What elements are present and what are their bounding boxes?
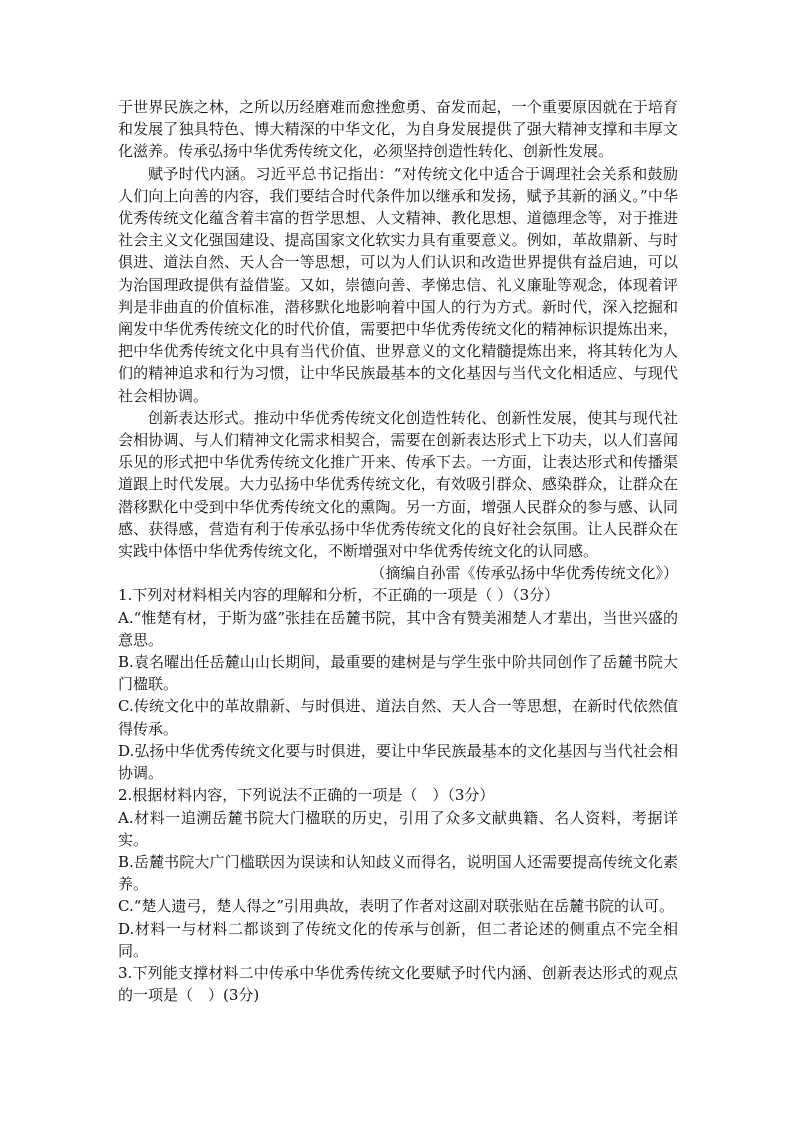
passage-source: （摘编自孙雷《传承弘扬中华优秀传统文化》） bbox=[370, 564, 678, 583]
question-2 bbox=[118, 784, 678, 962]
question-2-option-c: C.“楚人遗弓，楚人得之”引用典故，表明了作者对这副对联张贴在岳麓书院的认可。 bbox=[118, 897, 675, 916]
document-page bbox=[118, 96, 678, 1006]
question-2-option-b: B.岳麓书院大广门槛联因为误读和认知歧义而得名，说明国人还需要提高传统文化素养。 bbox=[118, 852, 678, 894]
question-3 bbox=[118, 962, 678, 1006]
passage-paragraph-3: 创新表达形式。推动中华优秀传统文化创造性转化、创新性发展，使其与现代社会相协调、与人们精神文化需求相契合，需要在创新表达形式上下功夫，以人们喜闻乐见的形式把中华优秀传统文化推广开来、传承下去。一方面，让表达形式和传播渠道跟上时代发展。大力弘扬中华优秀传统文化，有效吸引群众、感染群众，让群众在潜移默化中受到中华优秀传统文化的熏陶。另一方面，增强人民群众的参与感、认同感、获得感，营造有利于传承弘扬中华优秀传统文化的良好社会氛围。让人民群众在实践中体悟中华优秀传统文化，不断增强对中华优秀传统文化的认同感。 bbox=[118, 408, 678, 561]
question-2-option-d: D.材料一与材料二都谈到了传统文化的传承与创新，但二者论述的侧重点不完全相同。 bbox=[118, 919, 678, 960]
question-2-option-a: A.材料一追溯岳麓书院大门楹联的历史，引用了众多文献典籍、名人资料，考据详实。 bbox=[118, 808, 678, 849]
question-1 bbox=[118, 584, 678, 784]
question-1-option-b: B.袁名曜出任岳麓山山长期间，最重要的建树是与学生张中阶共同创作了岳麓书院大门楹联。 bbox=[118, 653, 678, 694]
question-2-stem: 2.根据材料内容，下列说法不正确的一项是（ ）（3分） bbox=[118, 786, 495, 805]
question-3-stem: 3.下列能支撑材料二中传承中华优秀传统文化要赋予时代内涵、创新表达形式的观点的一项是（ ）(3分) bbox=[118, 963, 678, 1005]
question-1-option-c: C.传统文化中的革故鼎新、与时俱进、道法自然、天人合一等思想，在新时代依然值得传承。 bbox=[118, 697, 678, 738]
passage-paragraph-1: 于世界民族之林，之所以历经磨难而愈挫愈勇、奋发而起，一个重要原因就在于培育和发展了独具特色、博大精深的中华文化，为自身发展提供了强大精神支撑和丰厚文化滋养。传承弘扬中华优秀传统文化，必须坚持创造性转化、创新性发展。 bbox=[118, 98, 678, 161]
question-1-option-a: A.“惟楚有材，于斯为盛”张挂在岳麓书院，其中含有赞美湘楚人才辈出，当世兴盛的意思。 bbox=[118, 608, 678, 649]
question-1-option-d: D.弘扬中华优秀传统文化要与时俱进，要让中华民族最基本的文化基因与当代社会相协调。 bbox=[118, 741, 678, 783]
passage-paragraph-2: 赋予时代内涵。习近平总书记指出：“对传统文化中适合于调理社会关系和鼓励人们向上向善的内容，我们要结合时代条件加以继承和发扬，赋予其新的涵义。”中华优秀传统文化蕴含着丰富的哲学思想、人文精神、教化思想、道德理念等，对于推进社会主义文化强国建设、提高国家文化软实力具有重要意义。例如，革故鼎新、与时俱进、道法自然、天人合一等思想，可以为人们认识和改造世界提供有益启迪，可以为治国理政提供有益借鉴。又如，崇德向善、孝悌忠信、礼义廉耻等观念，体现着评判是非曲直的价值标准，潜移默化地影响着中国人的行为方式。新时代，深入挖掘和阐发中华优秀传统文化的时代价值，需要把中华优秀传统文化的精神标识提炼出来，把中华优秀传统文化中具有当代价值、世界意义的文化精髓提炼出来，将其转化为人们的精神追求和行为习惯，让中华民族最基本的文化基因与当代文化相适应、与现代社会相协调。 bbox=[118, 164, 678, 405]
question-1-stem: 1.下列对材料相关内容的理解和分析，不正确的一项是（ ）（3分） bbox=[118, 586, 560, 605]
